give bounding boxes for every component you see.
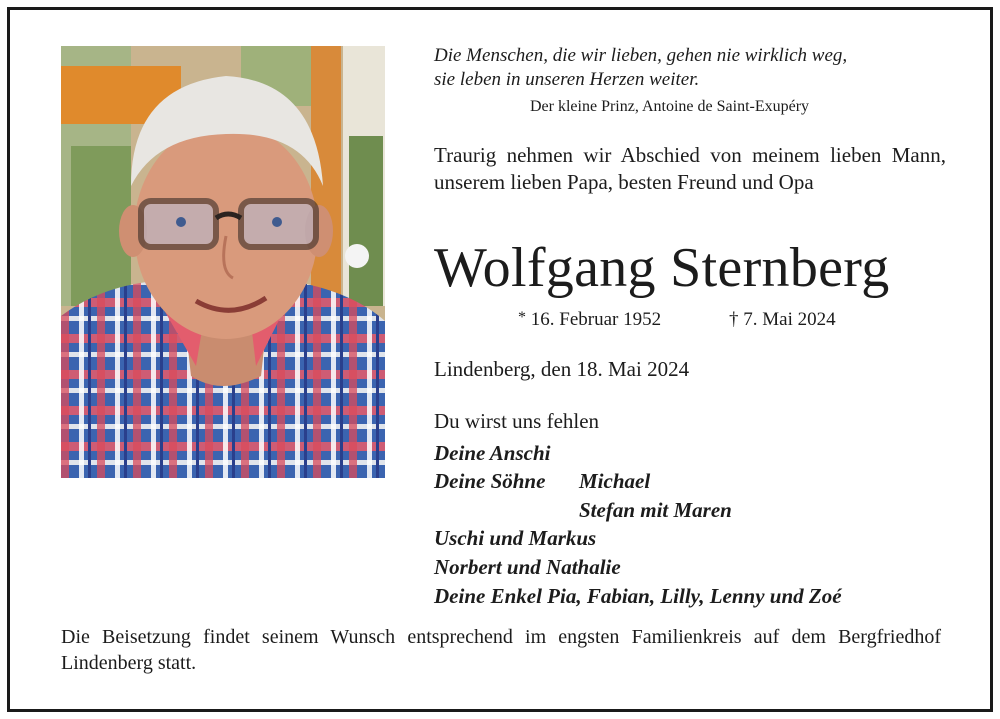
family-line-norbert: Norbert und Nathalie xyxy=(434,555,621,579)
birth-star-icon: * xyxy=(518,309,526,326)
death-date-text: 7. Mai 2024 xyxy=(743,309,836,330)
place-and-date: Lindenberg, den 18. Mai 2024 xyxy=(434,357,690,381)
death-cross-icon: † xyxy=(729,309,739,330)
deceased-name: Wolfgang Sternberg xyxy=(434,237,890,299)
portrait-photo xyxy=(61,46,385,478)
miss-you-text: Du wirst uns fehlen xyxy=(434,409,600,433)
family-line-grandchildren: Deine Enkel Pia, Fabian, Lilly, Lenny und Zoé xyxy=(434,584,842,608)
quote-line-2: sie leben in unseren Herzen weiter. xyxy=(434,69,700,90)
family-line-sons-label: Deine Söhne xyxy=(434,469,546,493)
funeral-notice: Die Beisetzung findet seinem Wunsch entsprechend im engsten Familienkreis auf dem Bergfriedhof Lindenberg statt. xyxy=(61,626,941,674)
family-line-uschi: Uschi und Markus xyxy=(434,526,597,550)
birth-date-text: 16. Februar 1952 xyxy=(530,309,662,330)
death-date xyxy=(729,309,836,331)
quote-line-1: Die Menschen, die wir lieben, gehen nie wirklich weg, xyxy=(434,45,848,66)
family-line-son-stefan: Stefan mit Maren xyxy=(579,498,732,522)
intro-text: Traurig nehmen wir Abschied von meinem lieben Mann, unserem lieben Papa, besten Freund und Opa xyxy=(434,143,946,194)
memorial-quote xyxy=(434,44,944,92)
family-line-wife: Deine Anschi xyxy=(434,441,551,465)
family-line-son-michael: Michael xyxy=(579,469,651,493)
quote-author: Der kleine Prinz, Antoine de Saint-Exupéry xyxy=(530,98,810,115)
birth-date xyxy=(518,309,661,331)
